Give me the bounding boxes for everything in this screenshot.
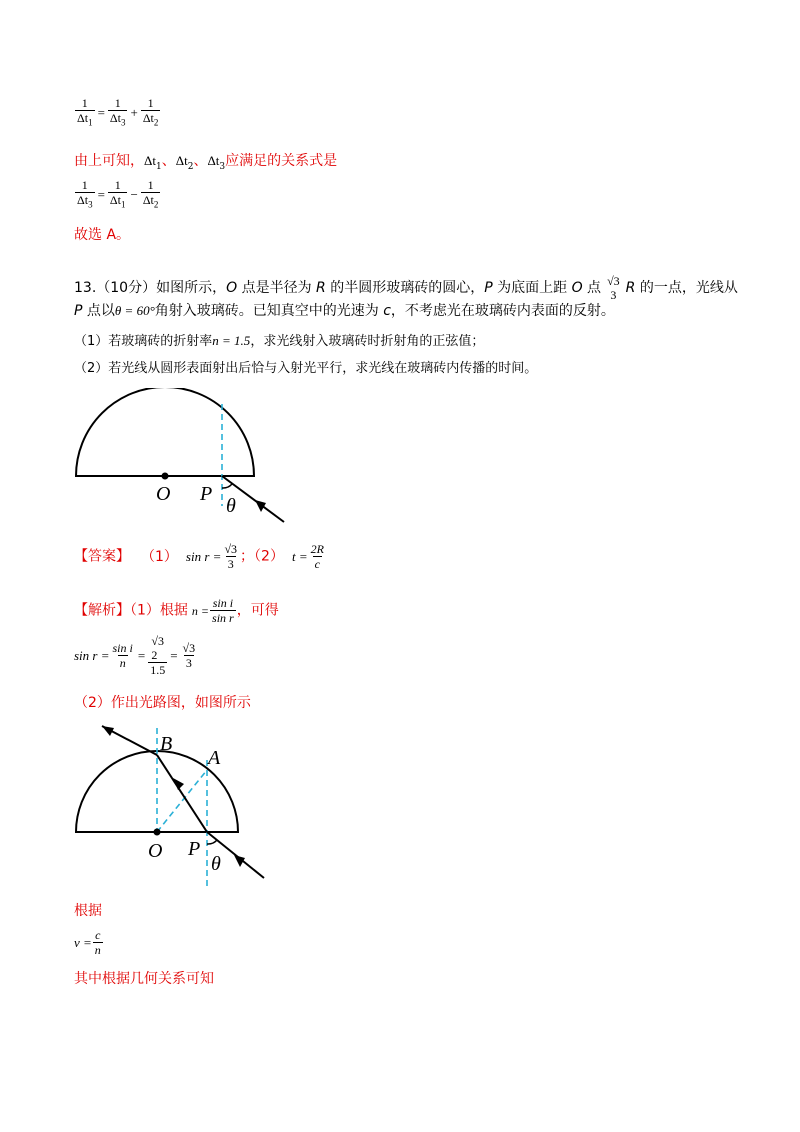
label-P: P <box>200 483 213 505</box>
sub-question-1: （1）若玻璃砖的折射率n = 1.5，求光线射入玻璃砖时折射角的正弦值； <box>74 333 485 349</box>
angle-arc <box>222 484 232 488</box>
equation-2: $\frac{1}{\Delta t_3}$ = $\frac{1}{\Delta t_1}$ − $\frac{1}{\Delta t_2}$ <box>77 178 159 210</box>
analysis-tag: 【解析】 <box>74 602 130 619</box>
label-A: A <box>208 747 221 769</box>
answer-line: 【答案】 （1） sin r = $\frac{√3}{3}$ ；（2） t = $\frac{2R}{c}$ <box>74 542 324 571</box>
ray-arrowhead <box>255 500 266 512</box>
choice-line: 故选 A。 <box>74 227 131 243</box>
equation-1: $\frac{1}{\Delta t_1}$ = $\frac{1}{\Delta t_3}$ + $\frac{1}{\Delta t_2}$ <box>77 96 159 128</box>
emergent-arrowhead <box>102 726 114 736</box>
sin-r-equation: sin r = $\frac{\text{sin i}}{n}$ = √3 2 1.5 = $\frac{√3}{3}$ <box>74 634 196 677</box>
relation-line: 由上可知，$\Delta t_1$、$\Delta t_2$、$\Delta t_3$应满足的关系式是 <box>74 153 338 172</box>
label-O: O <box>156 483 171 505</box>
label-P: P <box>188 838 201 860</box>
according-line: 根据 <box>74 903 102 919</box>
label-theta: θ <box>211 853 221 875</box>
analysis-line: 【解析】（1）根据 n = $\frac{\text{sin i}}{\text{sin r}}$ ，可得 <box>74 596 279 625</box>
angle-arc <box>207 840 217 844</box>
radius-OA <box>157 770 207 832</box>
label-theta: θ <box>226 495 236 517</box>
center-point <box>162 473 169 480</box>
geometry-line: 其中根据几何关系可知 <box>74 971 214 987</box>
refracted-ray <box>157 755 207 832</box>
figure-semicircle-1 <box>70 388 300 528</box>
question-13-line-2: P 点以θ = 60°角射入玻璃砖。已知真空中的光速为 c，不考虑光在玻璃砖内表面的反射。 <box>74 303 615 319</box>
sub-question-2: （2）若光线从圆形表面射出后恰与入射光平行，求光线在玻璃砖内传播的时间。 <box>74 361 538 376</box>
figure-semicircle-2 <box>70 720 290 890</box>
velocity-equation: v = $\frac{c}{n}$ <box>74 928 101 957</box>
step-2-line: （2）作出光路图，如图所示 <box>74 695 251 711</box>
answer-tag: 【答案】 <box>74 548 130 565</box>
center-point <box>154 829 161 836</box>
question-13-line-1: 13.（10分）如图所示，O 点是半径为 R 的半圆形玻璃砖的圆心，P 为底面上距 O 点 √3 3 R 的一点，光线从 <box>74 274 738 302</box>
label-O: O <box>148 840 163 862</box>
label-B: B <box>160 733 173 755</box>
semicircle-outline <box>76 388 254 476</box>
